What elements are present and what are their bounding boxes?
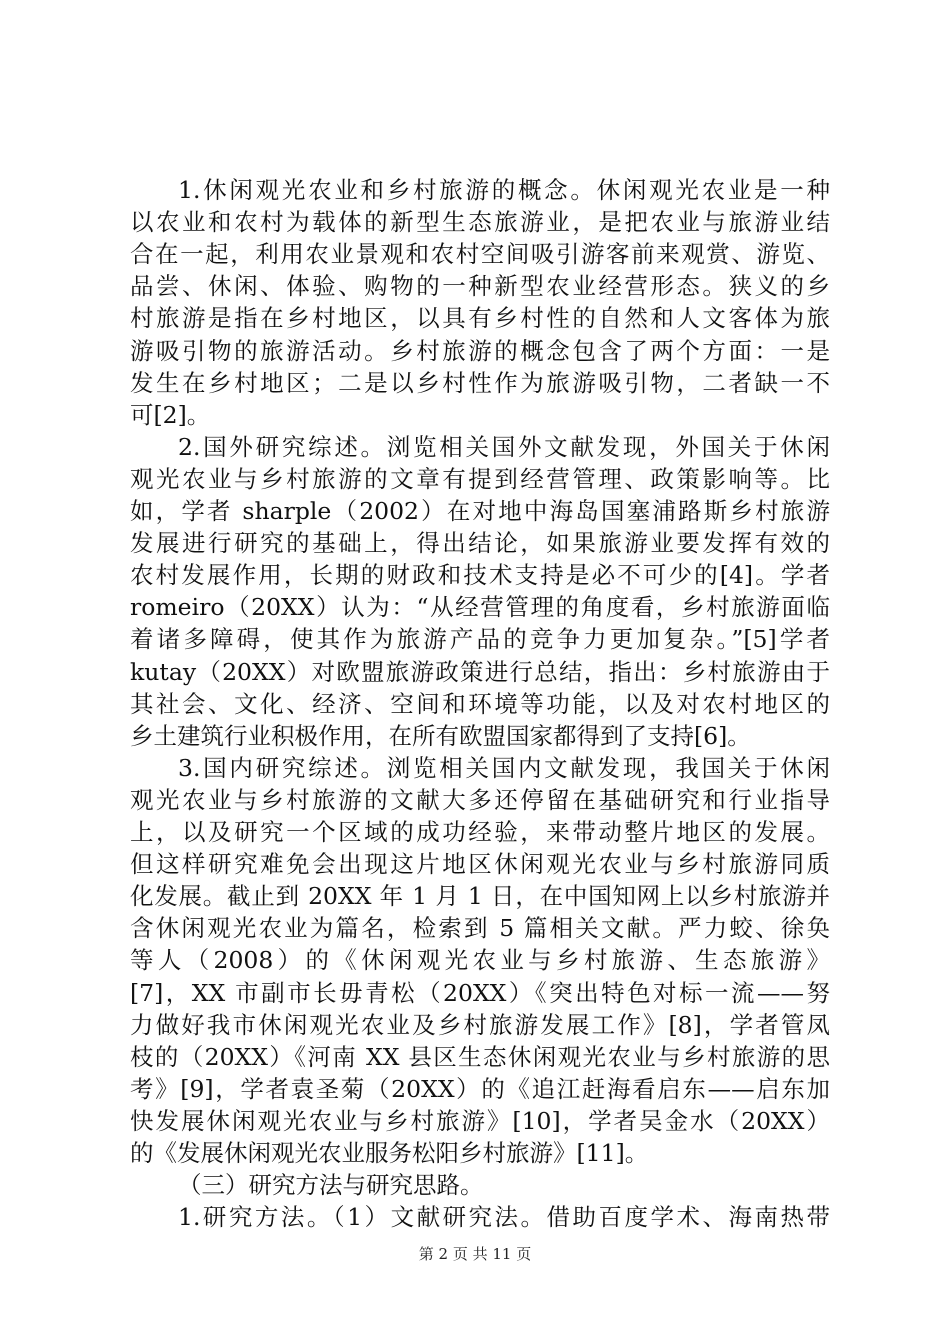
paragraph-line: 以农业和农村为载体的新型生态旅游业，是把农业与旅游业结: [130, 208, 830, 237]
paragraph-line: 但这样研究难免会出现这片地区休闲观光农业与乡村旅游同质: [130, 850, 830, 879]
paragraph-line: 力做好我市休闲观光农业及乡村旅游发展工作》[8]，学者管凤: [130, 1010, 830, 1039]
paragraph-line: 着诸多障碍，使其作为旅游产品的竞争力更加复杂。”[5]学者: [130, 625, 830, 654]
paragraph-line: 等人（2008）的《休闲观光农业与乡村旅游、生态旅游》: [130, 946, 830, 975]
paragraph-line: kutay（20XX）对欧盟旅游政策进行总结，指出：乡村旅游由于: [130, 657, 830, 686]
paragraph-line: 含休闲观光农业为篇名，检索到 5 篇相关文献。严力蛟、徐奂: [130, 914, 830, 943]
paragraph-line: 村旅游是指在乡村地区，以具有乡村性的自然和人文客体为旅: [130, 304, 830, 333]
page-number-footer: 第 2 页 共 11 页: [418, 1245, 532, 1263]
paragraph-line: 可[2]。: [130, 400, 211, 429]
paragraph-line: 枝的（20XX）《河南 XX 县区生态休闲观光农业与乡村旅游的思: [130, 1042, 830, 1071]
paragraph-line: 乡土建筑行业积极作用，在所有欧盟国家都得到了支持[6]。: [130, 721, 751, 750]
paragraph-line: 化发展。截止到 20XX 年 1 月 1 日，在中国知网上以乡村旅游并: [130, 882, 830, 911]
paragraph-line: 1.休闲观光农业和乡村旅游的概念。休闲观光农业是一种: [178, 176, 830, 204]
paragraph-line: 上，以及研究一个区域的成功经验，来带动整片地区的发展。: [130, 818, 830, 846]
section-heading: （三）研究方法与研究思路。: [178, 1171, 484, 1200]
paragraph-line: 观光农业与乡村旅游的文章有提到经营管理、政策影响等。比: [130, 464, 830, 493]
paragraph-line: 合在一起，利用农业景观和农村空间吸引游客前来观赏、游览、: [130, 240, 830, 269]
paragraph-line: 观光农业与乡村旅游的文献大多还停留在基础研究和行业指导: [130, 785, 830, 814]
paragraph-line: 的《发展休闲观光农业服务松阳乡村旅游》[11]。: [130, 1139, 649, 1167]
paragraph-line: 考》[9]，学者袁圣菊（20XX）的《追江赶海看启东——启东加: [130, 1074, 830, 1103]
paragraph-line: 发生在乡村地区；二是以乡村性作为旅游吸引物，二者缺一不: [130, 368, 830, 397]
paragraph-line: 发展进行研究的基础上，得出结论，如果旅游业要发挥有效的: [130, 529, 830, 558]
paragraph-line: 游吸引物的旅游活动。乡村旅游的概念包含了两个方面：一是: [130, 336, 830, 365]
paragraph-line: 其社会、文化、经济、空间和环境等功能，以及对农村地区的: [130, 689, 830, 718]
paragraph-line: [7]，XX 市副市长毋青松（20XX）《突出特色对标一流——努: [130, 978, 830, 1007]
paragraph-line: 如，学者 sharple（2002）在对地中海岛国塞浦路斯乡村旅游: [130, 497, 830, 525]
paragraph-line: 快发展休闲观光农业与乡村旅游》[10]，学者吴金水（20XX）: [130, 1106, 830, 1135]
paragraph-line: 3.国内研究综述。浏览相关国内文献发现，我国关于休闲: [178, 753, 830, 782]
paragraph-line: 2.国外研究综述。浏览相关国外文献发现，外国关于休闲: [178, 432, 830, 461]
paragraph-line: 品尝、休闲、体验、购物的一种新型农业经营形态。狭义的乡: [130, 272, 830, 301]
paragraph-line: romeiro（20XX）认为：“从经营管理的角度看，乡村旅游面临: [130, 593, 830, 622]
paragraph-line: 农村发展作用，长期的财政和技术支持是必不可少的[4]。学者: [130, 561, 830, 590]
paragraph-line: 1.研究方法。（1）文献研究法。借助百度学术、海南热带: [178, 1203, 830, 1232]
